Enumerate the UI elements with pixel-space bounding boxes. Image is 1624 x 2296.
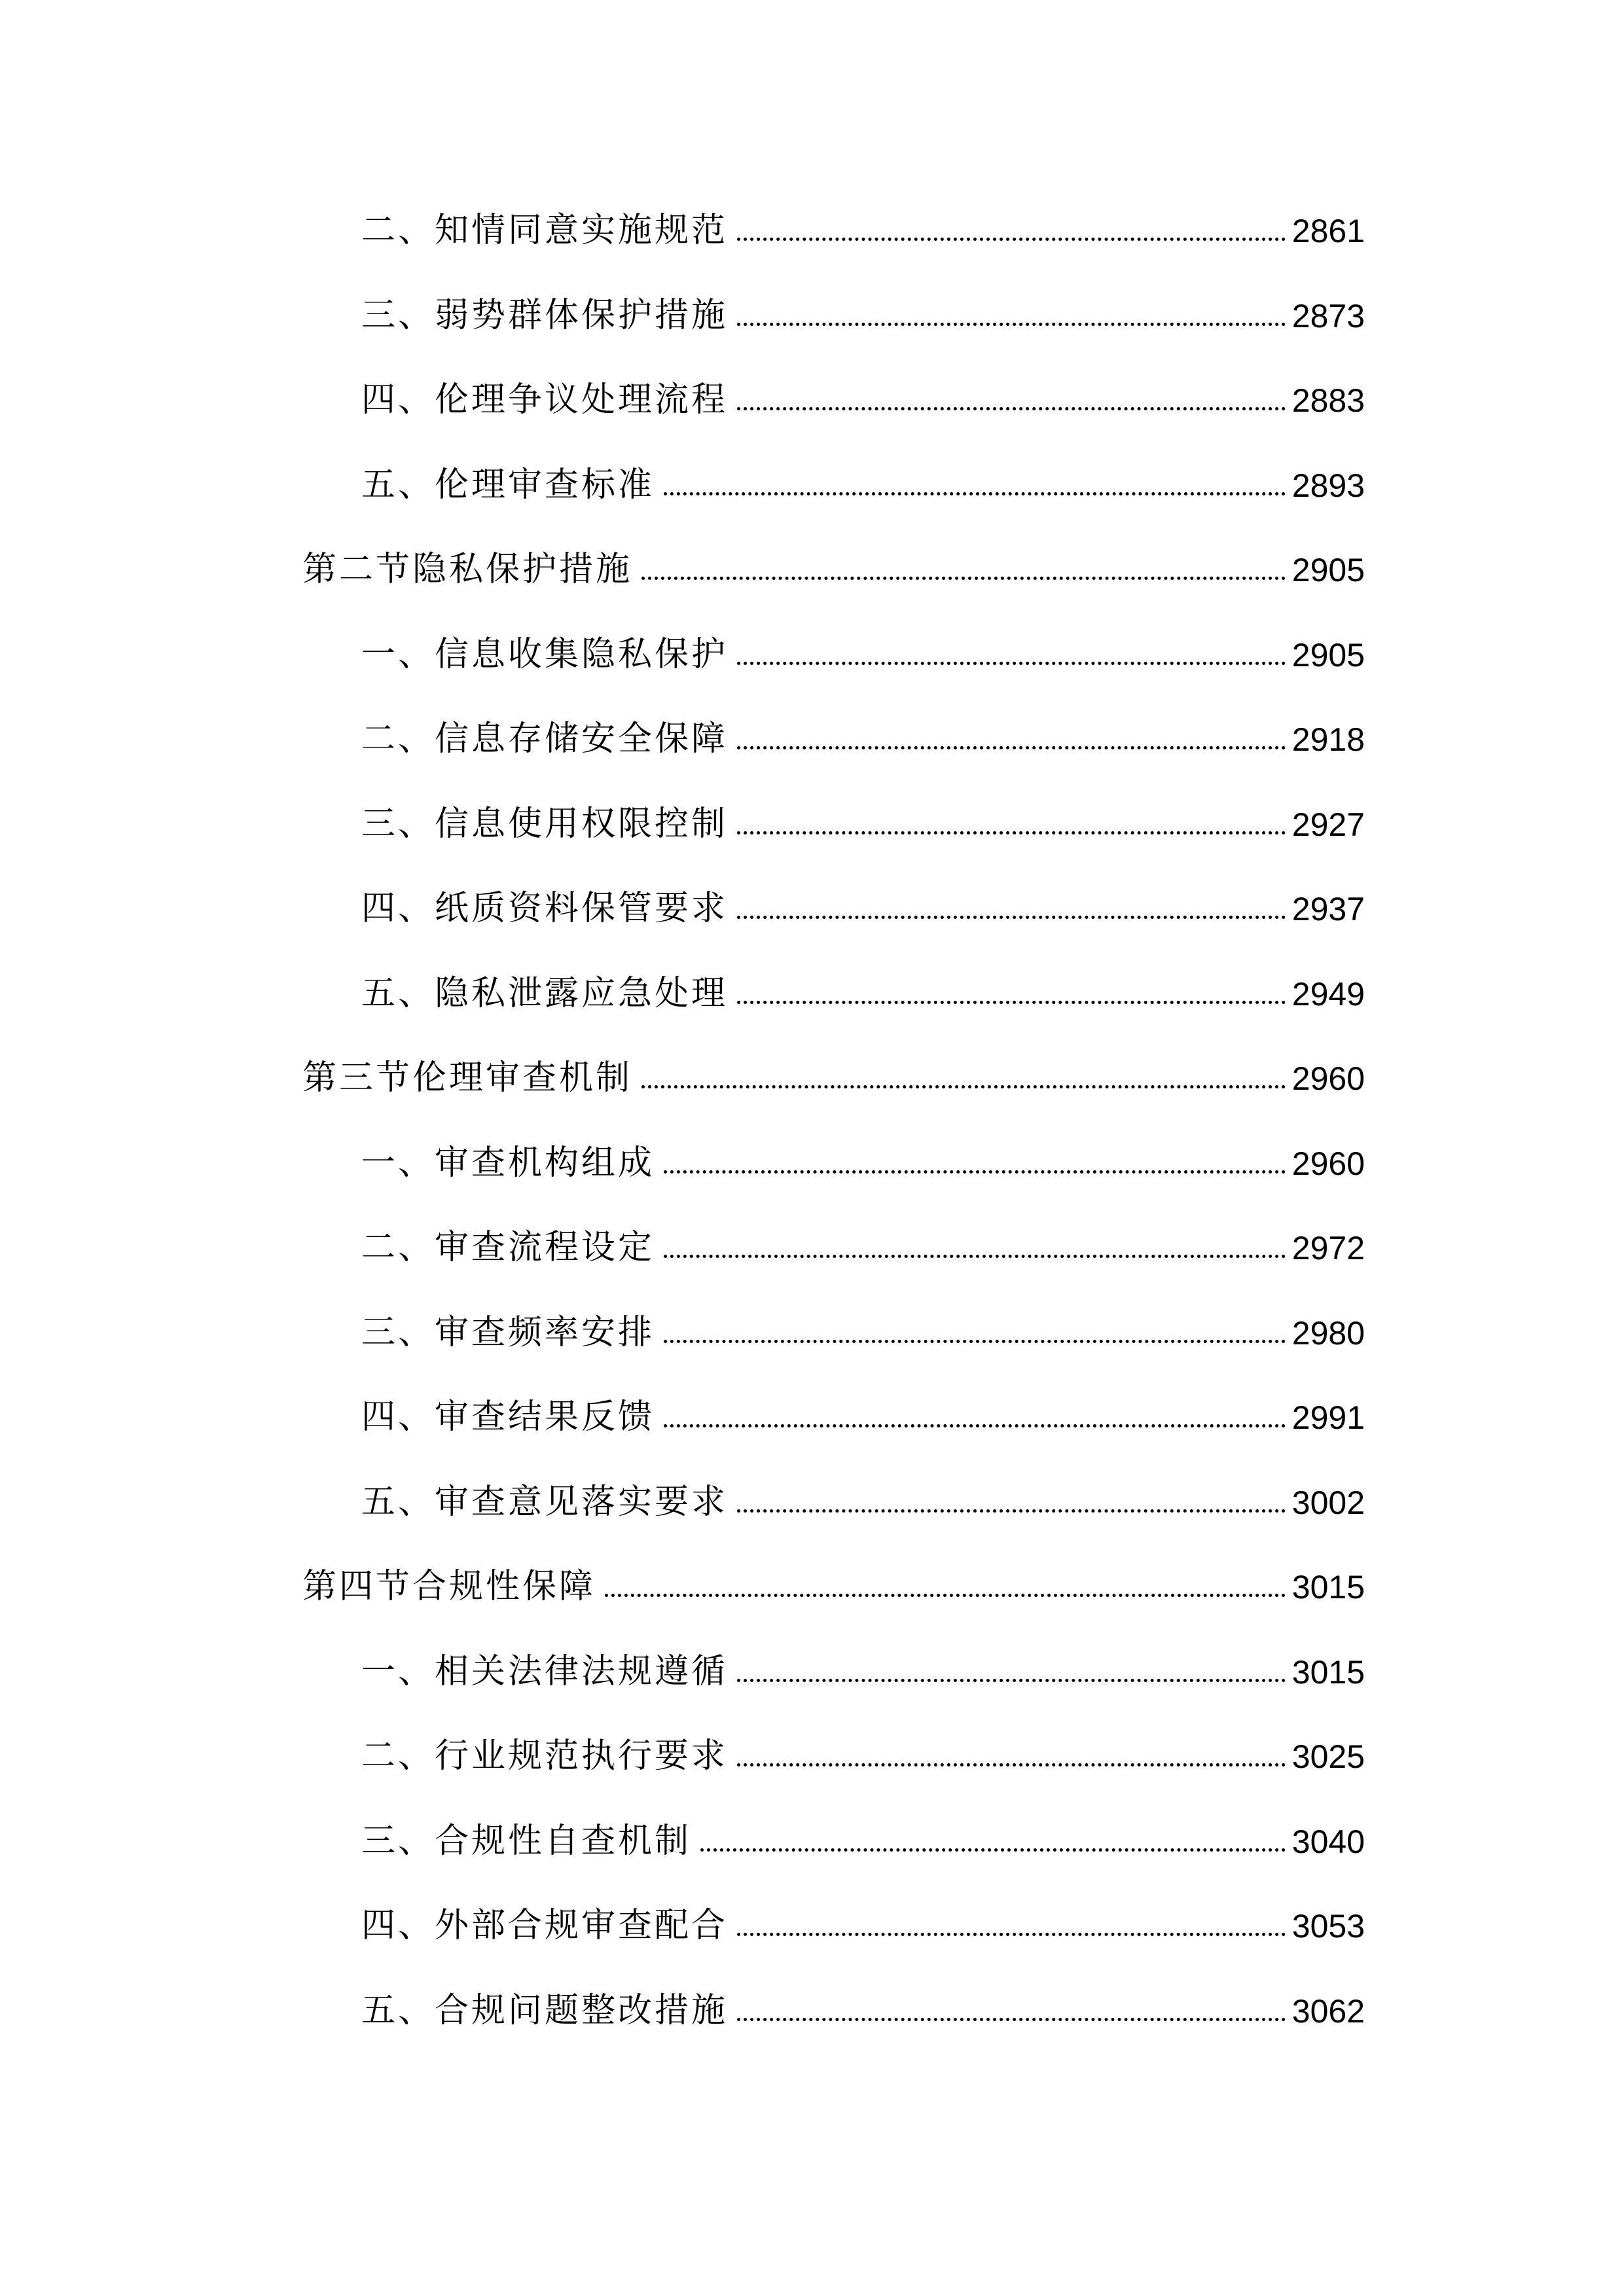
toc-dot-leader [737,1001,1286,1004]
toc-dot-leader [641,1085,1286,1088]
toc-entry-title: 四、外部合规审查配合 [361,1906,729,1945]
toc-subsection-entry[interactable] [361,1297,1365,1350]
toc-dot-leader [700,1848,1286,1852]
toc-page-number: 2873 [1291,298,1365,334]
toc-entry-title: 二、行业规范执行要求 [361,1736,729,1776]
toc-page-number: 3040 [1291,1823,1365,1860]
toc-page-number: 2949 [1291,976,1365,1013]
toc-page-number: 3015 [1291,1654,1365,1691]
toc-dot-leader [737,1679,1286,1682]
toc-entry-title: 四、纸质资料保管要求 [361,889,729,928]
toc-subsection-entry[interactable] [361,704,1365,759]
toc-page-number: 2960 [1291,1145,1365,1182]
toc-dot-leader [737,2018,1286,2021]
toc-page-number: 3015 [1291,1569,1365,1605]
toc-dot-leader [664,1255,1286,1258]
toc-entry-title: 第四节合规性保障 [302,1567,596,1606]
toc-page-number: 2861 [1291,213,1365,249]
toc-dot-leader [737,323,1286,326]
toc-subsection-entry[interactable] [361,365,1365,420]
toc-entry-title: 五、隐私泄露应急处理 [361,974,729,1013]
toc-subsection-entry[interactable] [361,1128,1365,1183]
toc-dot-leader [737,1933,1286,1936]
toc-dot-leader [737,1509,1286,1513]
toc-entry-title: 第三节伦理审查机制 [302,1058,633,1098]
toc-section-entry[interactable] [302,534,1365,589]
toc-entry-title: 二、知情同意实施规范 [361,211,729,250]
toc-entry-title: 三、合规性自查机制 [361,1821,692,1861]
toc-subsection-entry[interactable] [361,1721,1365,1776]
toc-page-number: 3002 [1291,1484,1365,1521]
toc-dot-leader [737,1763,1286,1767]
toc-subsection-entry[interactable] [361,1212,1365,1265]
toc-dot-leader [737,831,1286,834]
toc-entry-title: 三、信息使用权限控制 [361,804,729,844]
toc-dot-leader [737,407,1286,410]
toc-page-number: 2905 [1291,637,1365,673]
toc-subsection-entry[interactable] [361,873,1365,928]
toc-page-number: 3062 [1291,1993,1365,2030]
toc-dot-leader [737,662,1286,665]
toc-entry-title: 一、信息收集隐私保护 [361,635,729,674]
toc-dot-leader [664,1424,1286,1427]
toc-subsection-entry[interactable] [361,280,1365,335]
toc-page-number: 2972 [1291,1230,1365,1266]
toc-dot-leader [664,1340,1286,1343]
toc-section-entry[interactable] [302,1043,1365,1098]
toc-dot-leader [737,238,1286,241]
toc-subsection-entry[interactable] [361,1806,1365,1861]
toc-page-number: 3025 [1291,1738,1365,1775]
toc-entry-title: 一、审查机构组成 [361,1143,655,1183]
toc-entry-title: 第二节隐私保护措施 [302,550,633,589]
toc-entry-title: 二、信息存储安全保障 [361,719,729,759]
toc-entry-title: 三、审查频率安排 [361,1313,655,1352]
toc-page-number: 2918 [1291,721,1365,758]
toc-entry-title: 一、相关法律法规遵循 [361,1652,729,1691]
toc-page-number: 2991 [1291,1399,1365,1436]
toc-dot-leader [737,746,1286,749]
toc-entry-title: 四、审查结果反馈 [361,1397,655,1437]
toc-subsection-entry[interactable] [361,789,1365,844]
toc-dot-leader [664,1170,1286,1174]
toc-subsection-entry[interactable] [361,450,1365,505]
toc-subsection-entry[interactable] [361,1636,1365,1689]
toc-subsection-entry[interactable] [361,1467,1365,1522]
toc-subsection-entry[interactable] [361,619,1365,672]
toc-entry-title: 五、合规问题整改措施 [361,1991,729,2030]
toc-page-number: 2883 [1291,382,1365,419]
toc-entry-title: 三、弱势群体保护措施 [361,296,729,335]
toc-dot-leader [605,1594,1286,1597]
toc-page-number: 2937 [1291,891,1365,927]
toc-subsection-entry[interactable] [361,958,1365,1011]
toc-page-number: 2927 [1291,806,1365,843]
toc-dot-leader [641,577,1286,580]
toc-page-number: 2960 [1291,1060,1365,1097]
toc-dot-leader [737,916,1286,919]
toc-page-number: 2893 [1291,467,1365,504]
toc-subsection-entry[interactable] [361,1890,1365,1943]
toc-page-number: 2980 [1291,1315,1365,1352]
toc-entry-title: 二、审查流程设定 [361,1228,655,1267]
toc-entry-title: 四、伦理争议处理流程 [361,380,729,420]
toc-page-number: 3053 [1291,1908,1365,1945]
toc-subsection-entry[interactable] [361,1975,1365,2028]
toc-entry-title: 五、审查意见落实要求 [361,1482,729,1522]
toc-entry-title: 五、伦理审查标准 [361,465,655,505]
toc-dot-leader [664,492,1286,495]
toc-subsection-entry[interactable] [361,1382,1365,1437]
toc-page-number: 2905 [1291,552,1365,588]
toc-section-entry[interactable] [302,1551,1365,1604]
toc-subsection-entry[interactable] [361,195,1365,250]
